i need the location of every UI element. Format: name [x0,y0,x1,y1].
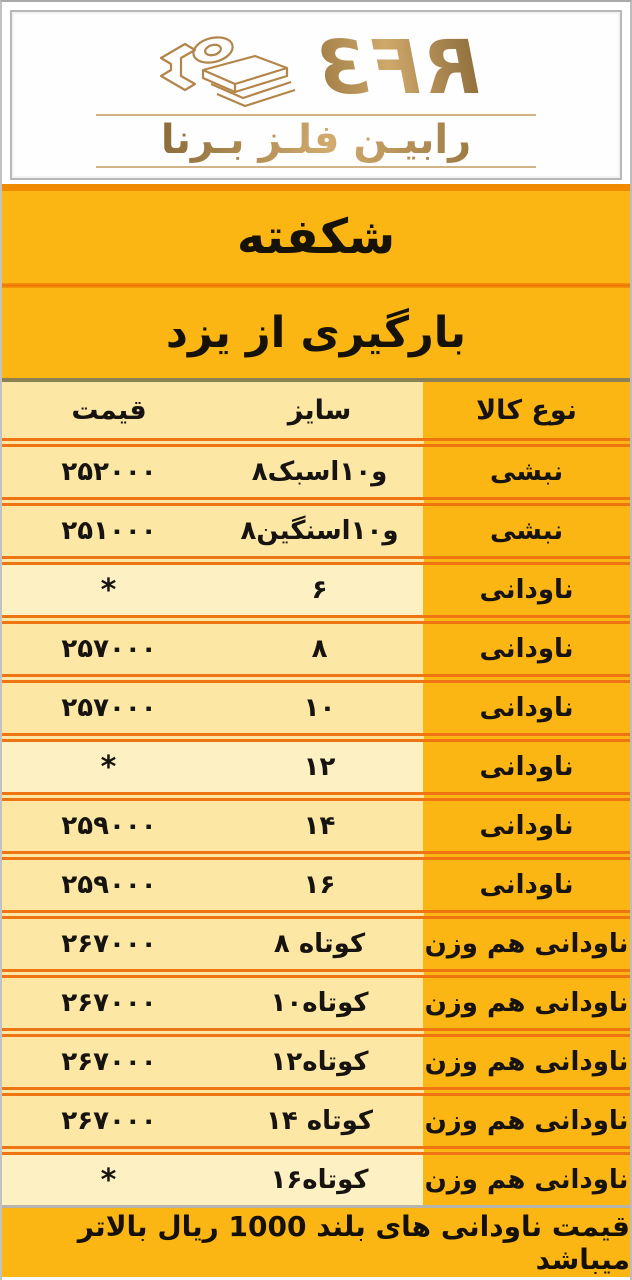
cell-price: * [2,1155,216,1205]
cell-type: ناودانی [423,860,630,910]
cell-size: ۱۲ [216,742,423,792]
cell-type: ناودانی هم وزن [423,978,630,1028]
cell-type: ناودانی [423,565,630,615]
cell-type: نبشی [423,447,630,497]
banner-top-strip [2,184,630,191]
cell-price: ۲۶۷۰۰۰ [2,919,216,969]
cell-price: ۲۵۷۰۰۰ [2,683,216,733]
footer-note: قیمت ناودانی های بلند 1000 ریال بالاتر میباشد [2,1205,630,1277]
row-separator [2,969,630,978]
table-row [2,565,630,615]
table-row [2,919,630,969]
row-separator [2,497,630,506]
row-separator [2,792,630,801]
cell-size: ۱۶کوتاه [216,1155,423,1205]
row-separator [2,1146,630,1155]
company-name: رابیـن فلـز بـرنا [161,116,471,166]
cell-size: ۸ کوتاه [216,919,423,969]
cell-size: ۱۴ کوتاه [216,1096,423,1146]
cell-type: ناودانی [423,683,630,733]
row-separator [2,733,630,742]
price-table [2,382,630,1205]
cell-price: ۲۵۱۰۰۰ [2,506,216,556]
table-row [2,978,630,1028]
table-row [2,1155,630,1205]
row-separator [2,1028,630,1037]
cell-type: ناودانی [423,624,630,674]
table-row [2,860,630,910]
table-row [2,683,630,733]
cell-price: ۲۵۹۰۰۰ [2,801,216,851]
row-separator [2,615,630,624]
header-size: سایز [216,382,423,438]
row-separator [2,1087,630,1096]
logo [10,10,622,180]
table-row [2,1037,630,1087]
subtitle-banner: بارگیری از یزد [2,288,630,378]
table-row [2,447,630,497]
table-row [2,506,630,556]
header-type: نوع کالا [423,382,630,438]
cell-size: ۱۴ [216,801,423,851]
row-separator [2,910,630,919]
cell-size: ۸ [216,624,423,674]
cell-type: ناودانی هم وزن [423,1096,630,1146]
logo-divider-line [96,166,536,168]
cell-price: ۲۵۲۰۰۰ [2,447,216,497]
row-separator [2,556,630,565]
header-price: قیمت [2,382,216,438]
cell-size: ۱۶ [216,860,423,910]
table-row [2,624,630,674]
cell-price: ۲۶۷۰۰۰ [2,1037,216,1087]
cell-size: ۸و۱۰اسنگین [216,506,423,556]
cell-size: ۱۰ [216,683,423,733]
cell-type: ناودانی هم وزن [423,1037,630,1087]
logo-divider-line [96,114,536,116]
row-separator [2,851,630,860]
table-row [2,1096,630,1146]
cell-price: * [2,565,216,615]
cell-price: ۲۵۹۰۰۰ [2,860,216,910]
title-banner: شکفته [2,191,630,283]
table-row [2,801,630,851]
brand-mark: RF3 [315,25,481,111]
cell-price: * [2,742,216,792]
cell-size: ۱۰کوتاه [216,978,423,1028]
table-header-row [2,382,630,438]
cell-type: ناودانی [423,801,630,851]
steel-products-illustration-icon [151,24,301,112]
row-separator [2,438,630,447]
cell-price: ۲۶۷۰۰۰ [2,1096,216,1146]
cell-price: ۲۶۷۰۰۰ [2,978,216,1028]
cell-size: ۱۲کوتاه [216,1037,423,1087]
cell-price: ۲۵۷۰۰۰ [2,624,216,674]
cell-size: ۶ [216,565,423,615]
table-row [2,742,630,792]
cell-size: ۸و۱۰اسبک [216,447,423,497]
cell-type: نبشی [423,506,630,556]
row-separator [2,674,630,683]
cell-type: ناودانی هم وزن [423,1155,630,1205]
cell-type: ناودانی [423,742,630,792]
cell-type: ناودانی هم وزن [423,919,630,969]
